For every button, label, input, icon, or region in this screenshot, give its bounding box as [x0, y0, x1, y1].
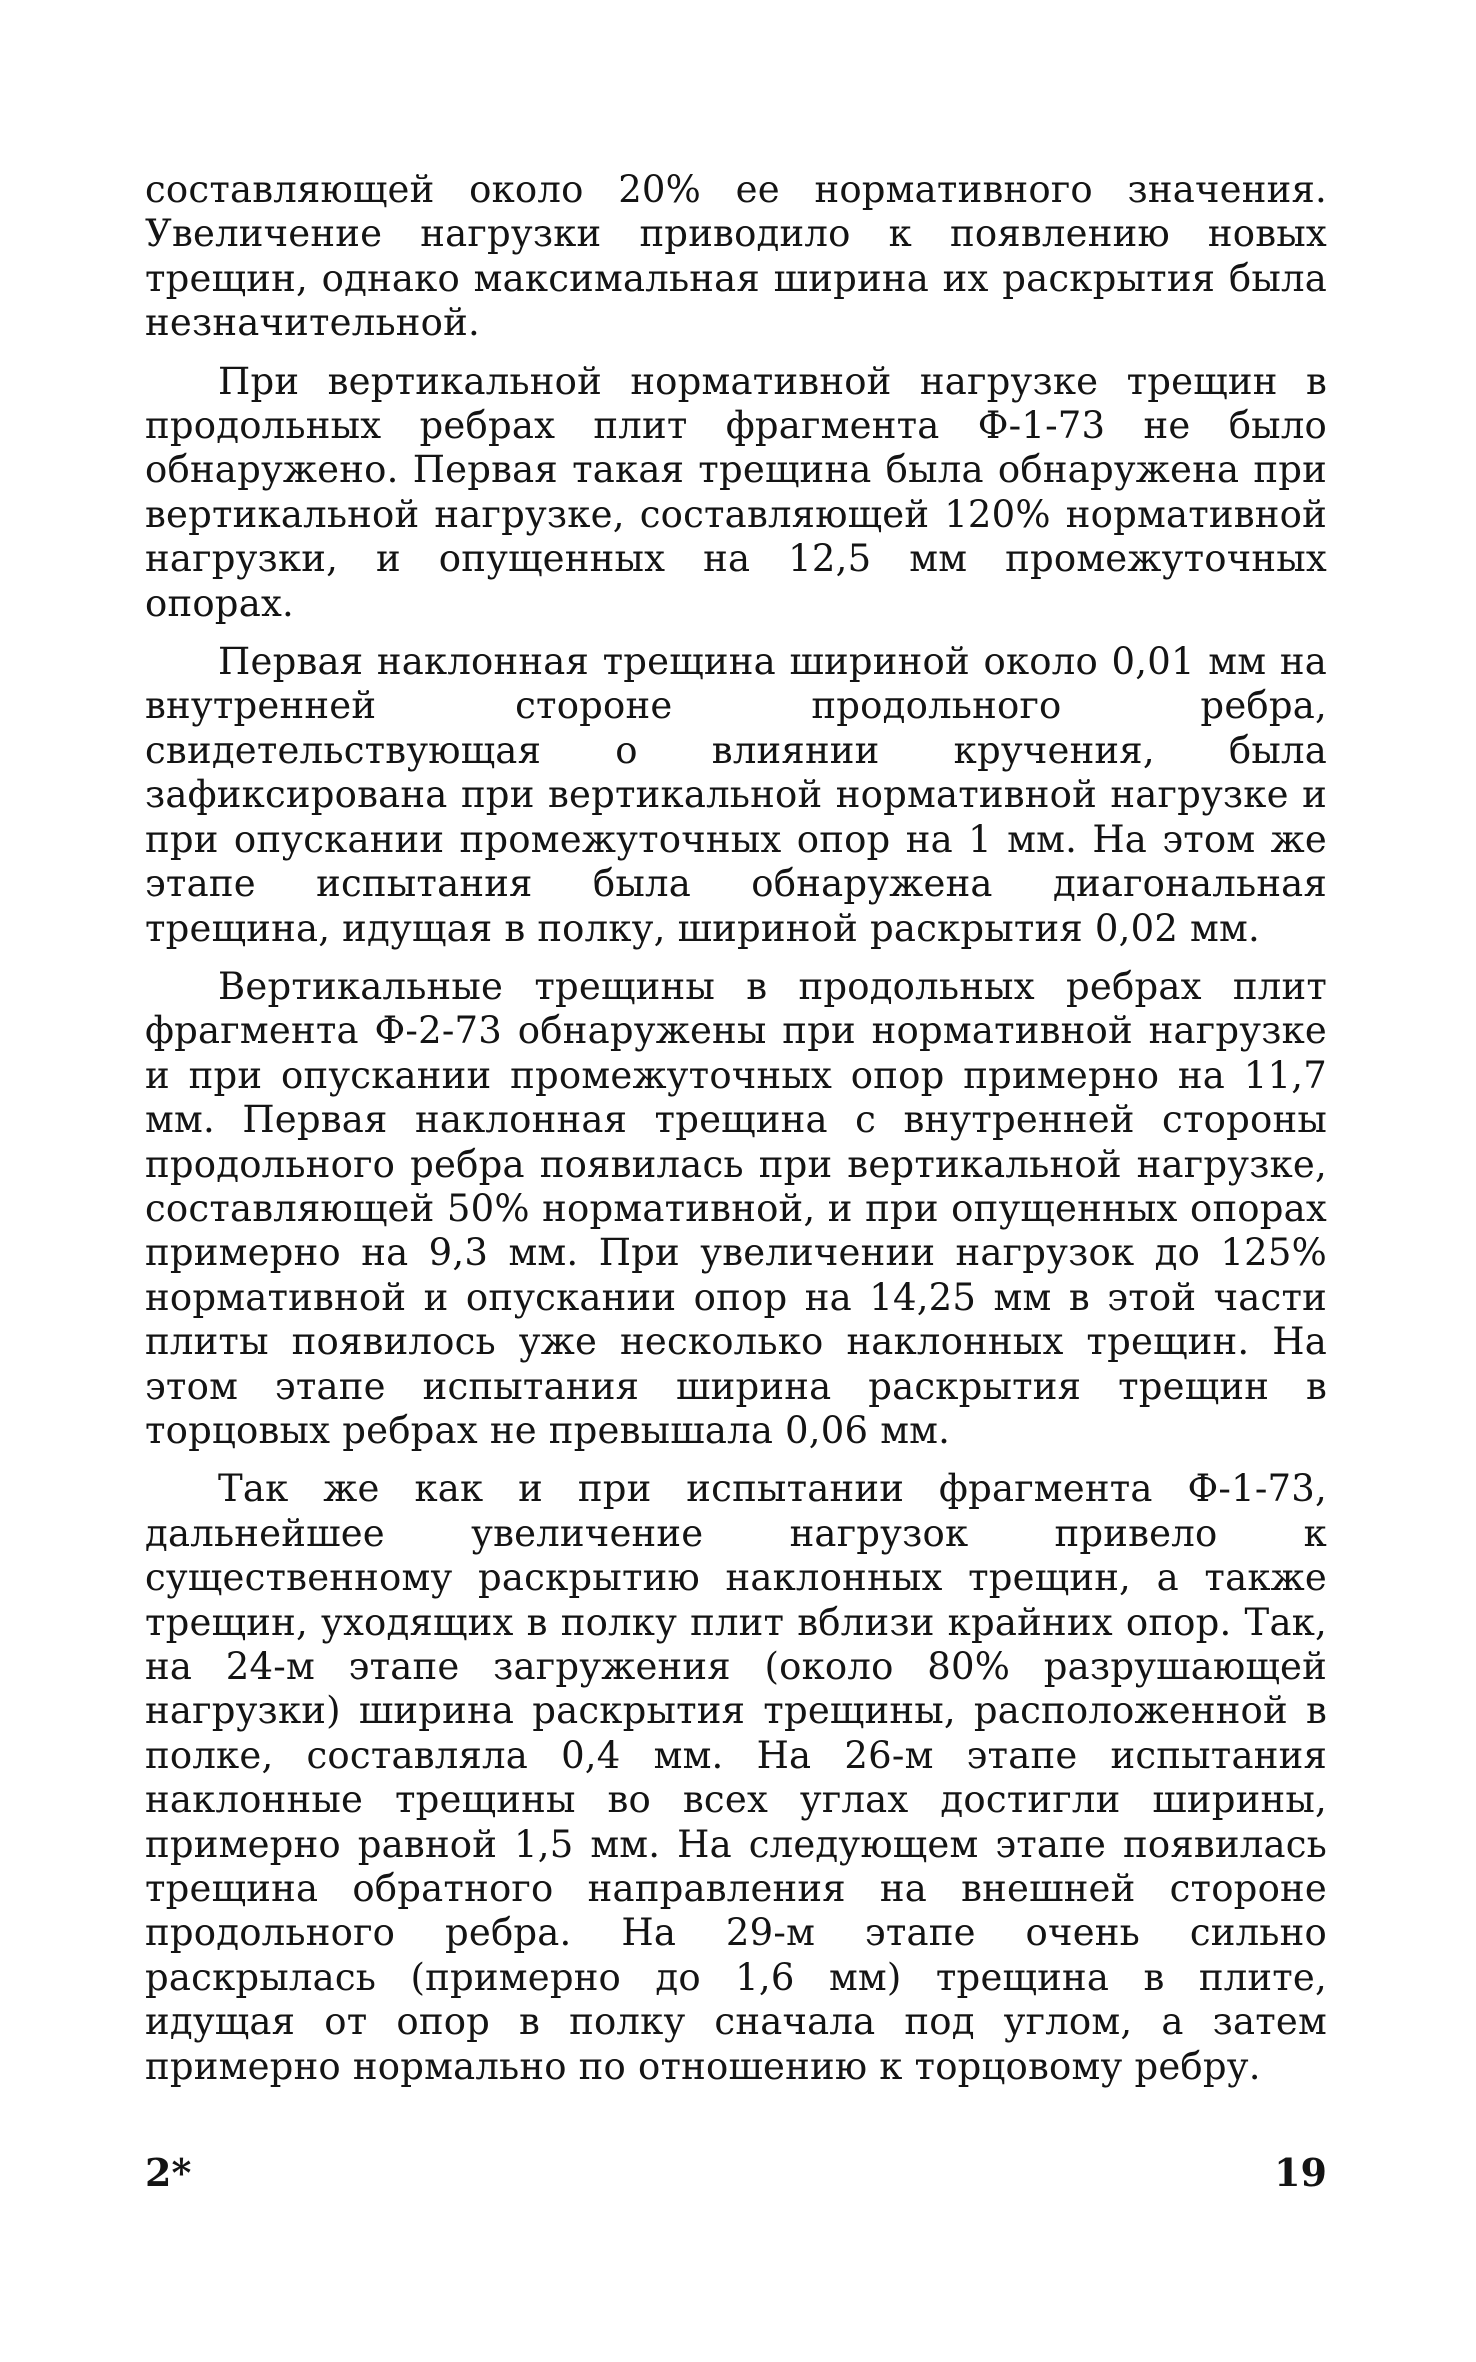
signature-mark: 2* [145, 2150, 192, 2195]
page-body [145, 168, 1327, 2091]
paragraph-4: Вертикальные трещины в продольных ребрах плит фрагмента Ф-2-73 обнаружены при нормативной нагрузке и при опускании промежуточных опор примерно на 11,7 мм. Первая наклонная трещина с внутренней стороны продольного ребра появилась при вертикальной нагрузке, составляющей 50% нормативной, и при опущенных опорах примерно на 9,3 мм. При увеличении нагрузок до 125% нормативной и опускании опор на 14,25 мм в этой части плиты появилось уже несколько наклонных трещин. На этом этапе испытания ширина раскрытия трещин в торцовых ребрах не превышала 0,06 мм. [145, 964, 1327, 1452]
paragraph-2: При вертикальной нормативной нагрузке трещин в продольных ребрах плит фрагмента Ф-1-73 не было обнаружено. Первая такая трещина была обнаружена при вертикальной нагрузке, составляющей 120% нормативной нагрузки, и опущенных на 12,5 мм промежуточных опорах. [145, 359, 1327, 625]
paragraph-3: Первая наклонная трещина шириной около 0,01 мм на внутренней стороне продольного ребра, свидетельствующая о влиянии кручения, была зафиксирована при вертикальной нормативной нагрузке и при опускании промежуточных опор на 1 мм. На этом же этапе испытания была обнаружена диагональная трещина, идущая в полку, шириной раскрытия 0,02 мм. [145, 640, 1327, 950]
paragraph-1: составляющей около 20% ее нормативного значения. Увеличение нагрузки приводило к появлению новых трещин, однако максимальная ширина их раскрытия была незначительной. [145, 168, 1327, 345]
paragraph-5: Так же как и при испытании фрагмента Ф-1-73, дальнейшее увеличение нагрузок привело к существенному раскрытию наклонных трещин, а также трещин, уходящих в полку плит вблизи крайних опор. Так, на 24-м этапе загружения (около 80% разрушающей нагрузки) ширина раскрытия трещины, расположенной в полке, составляла 0,4 мм. На 26-м этапе испытания наклонные трещины во всех углах достигли ширины, примерно равной 1,5 мм. На следующем этапе появилась трещина обратного направления на внешней стороне продольного ребра. На 29-м этапе очень сильно раскрылась (примерно до 1,6 мм) трещина в плите, идущая от опор в полку сначала под углом, а затем примерно нормально по отношению к торцовому ребру. [145, 1467, 1327, 2088]
page-number: 19 [1274, 2150, 1327, 2195]
